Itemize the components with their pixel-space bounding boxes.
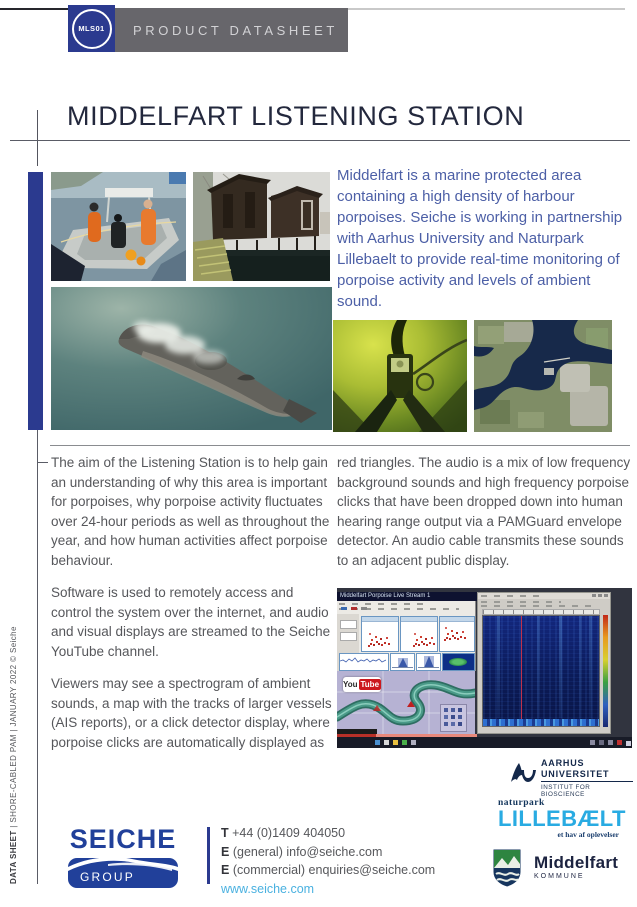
header-bar bbox=[115, 8, 348, 52]
aarhus-subtitle: INSTITUT FOR BIOSCIENCE bbox=[541, 781, 633, 798]
photo-satellite-map bbox=[474, 320, 612, 432]
photo-boat-deployment bbox=[51, 172, 186, 281]
partner-aarhus-universitet bbox=[493, 758, 633, 798]
sidebar-rest: | SHORE-CABLED PAM | JANUARY 2022 © Seiche bbox=[9, 626, 18, 831]
toolbar-chip bbox=[361, 607, 367, 610]
contact-divider bbox=[207, 827, 210, 884]
paragraph: Viewers may see a spectrogram of ambient sounds, a map with the tracks of larger vessels (AIS reports), or a click detector display, where porpoise clicks are automatically displayed as bbox=[51, 676, 332, 750]
map-controls bbox=[440, 704, 467, 732]
pamguard-screenshot bbox=[337, 588, 632, 748]
paragraph: red triangles. The audio is a mix of low frequency background sounds and high frequency porpoise clicks that have been dropped down into human hearing range output via a PAMGuard envelope detector. An audio cable transmits these sounds to an adjacent public display. bbox=[337, 455, 631, 568]
youtube-logo bbox=[343, 677, 381, 692]
intro-paragraph: Middelfart is a marine protected area containing a high density of harbour porpoises. Seiche is working in partnership with Aarhus University and Naturpark Lillebaelt to provide real-time monitoring of porpoise activity and levels of ambient sound. bbox=[337, 167, 623, 310]
side-box bbox=[340, 620, 357, 629]
histogram-panel bbox=[416, 653, 441, 671]
lillebaelt-wordmark: LILLEBÆLT bbox=[498, 806, 626, 831]
margin-tick bbox=[38, 462, 48, 463]
photo-boathouse bbox=[193, 172, 330, 281]
windows-taskbar bbox=[337, 737, 632, 748]
spectrogram-window bbox=[477, 592, 611, 734]
contact-email-general[interactable]: E (general) info@seiche.com bbox=[221, 844, 383, 859]
website-link[interactable]: www.seiche.com bbox=[221, 881, 315, 896]
toolbar bbox=[339, 608, 459, 610]
side-box bbox=[340, 632, 357, 641]
title-crosshair-vline bbox=[37, 110, 38, 166]
spectrogram-cursor bbox=[521, 616, 522, 726]
lillebaelt-tagline: et hav af oplevelser bbox=[557, 830, 619, 839]
contact-block bbox=[221, 824, 435, 898]
page-title: MIDDELFART LISTENING STATION bbox=[67, 101, 525, 131]
paragraph: The aim of the Listening Station is to help gain an understanding of why this area is important for porpoises, why porpoise activity fluctuates over 24-hour periods as well as throughout the year, and how human activities affect porpoise behaviour. bbox=[51, 455, 330, 568]
body-column-left bbox=[51, 453, 332, 765]
top-rule-dark bbox=[0, 8, 68, 10]
title-rule bbox=[10, 140, 630, 141]
aarhus-name-line2: UNIVERSITET bbox=[541, 768, 610, 779]
product-code: MLS01 bbox=[78, 24, 105, 33]
menu-bar bbox=[339, 603, 429, 605]
contact-email-commercial[interactable]: E (commercial) enquiries@seiche.com bbox=[221, 863, 436, 877]
seiche-wordmark: SEICHE bbox=[69, 824, 177, 854]
click-detector-panel bbox=[439, 616, 475, 652]
top-rule-light bbox=[348, 8, 625, 10]
amplitude-colorbar bbox=[603, 615, 608, 727]
group-label: GROUP bbox=[80, 870, 136, 884]
youtube-tube: Tube bbox=[360, 680, 380, 689]
noise-panel bbox=[339, 653, 389, 671]
click-detector-panel bbox=[400, 616, 438, 652]
system-tray bbox=[617, 740, 622, 745]
toolbar-chip bbox=[341, 607, 347, 610]
middelfart-name: Middelfart bbox=[534, 853, 619, 872]
aarhus-au-icon bbox=[510, 762, 536, 789]
taskbar-icons bbox=[375, 740, 380, 745]
toolbar-chip bbox=[351, 607, 357, 610]
contact-phone: T +44 (0)1409 404050 bbox=[221, 826, 346, 840]
section-rule bbox=[50, 445, 630, 446]
window-buttons bbox=[604, 594, 608, 597]
seiche-group-logo bbox=[66, 824, 180, 890]
product-code-badge bbox=[68, 5, 115, 52]
photo-porpoise bbox=[51, 287, 332, 430]
pamguard-window bbox=[337, 601, 476, 671]
ais-map bbox=[337, 671, 475, 734]
paragraph: Software is used to remotely access and control the system over the internet, and audio and visual displays are streamed to the Seiche YouTube channel. bbox=[51, 585, 331, 659]
photo-hydrophone-underwater bbox=[333, 320, 467, 432]
body-column-right bbox=[337, 453, 633, 583]
partner-middelfart-kommune bbox=[490, 846, 635, 892]
badge-circle bbox=[72, 9, 112, 49]
click-detector-panel bbox=[361, 616, 399, 652]
spectrogram-display bbox=[482, 615, 600, 727]
youtube-you: You bbox=[342, 680, 358, 689]
sidebar-bold: DATA SHEET bbox=[9, 830, 18, 884]
partner-naturpark-lillebaelt bbox=[498, 798, 633, 839]
aarhus-name-line1: AARHUS bbox=[541, 758, 585, 768]
document-sidebar-text bbox=[9, 626, 18, 884]
header-label: PRODUCT DATASHEET bbox=[133, 22, 338, 38]
histogram-panel bbox=[390, 653, 415, 671]
middelfart-subtitle: KOMMUNE bbox=[534, 873, 585, 880]
group-badge bbox=[68, 855, 178, 888]
margin-vline bbox=[37, 430, 38, 884]
spectrogram-menu bbox=[481, 601, 561, 603]
spectrogram-toolbar bbox=[481, 605, 591, 607]
middelfart-shield-icon bbox=[492, 848, 522, 893]
naturpark-label: naturpark bbox=[498, 798, 545, 808]
stream-title: Middelfart Porpoise Live Stream 1 bbox=[337, 592, 480, 601]
spectrogram-titlebar bbox=[478, 593, 610, 599]
accent-bar bbox=[28, 172, 43, 430]
mini-map-panel bbox=[442, 653, 475, 671]
